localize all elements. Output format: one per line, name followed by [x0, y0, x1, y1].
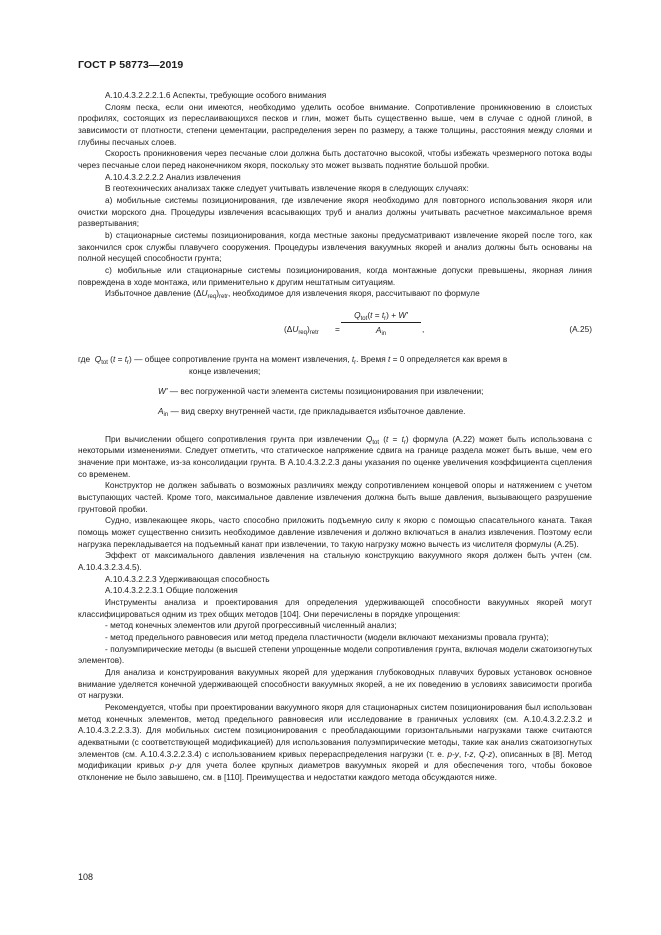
paragraph: Скорость проникновения через песчаные слои должна быть достаточно высокой, чтобы избежать чрезмерного потока воды через песчаные слои перед наконечником якоря, поскольку это может вызвать поднятие большой пробки. [78, 148, 592, 170]
paragraph: - метод конечных элементов или другой прогрессивный численный анализ; [105, 620, 397, 631]
recommend-paragraph: Рекомендуется, чтобы при проектировании вакуумного якоря для стационарных систем позиционирования был использован метод конечных элементов, метод предельного равновесия или исследование в граничных условиях (см. А.10.4.3.2.2.3.2 и А.10.4.3.2.2.3.3). Для мобильных систем позиционирования с преобладающими горизонтальными нагрузками также считаются адекватными (с соответствующей модификацией) для использования полуэмпирические методы, такие как анализ сжатоизогнутых элементов (см. А.10.4.3.2.2.3.4) с использованием кривых перераспределения нагрузки (т. е. p-y, t-z, Q-z), описанных в [8]. Метод модификации кривых p-y для учета более крупных диаметров вакуумных якорей и для обеспечения того, чтобы боковое отклонение не было завышено, см. в [110]. Преимущества и недостатки каждого метода обсуждаются ниже. [78, 701, 592, 782]
paragraph: А.10.4.3.2.2.2.2 Анализ извлечения [105, 171, 241, 182]
legend-q-tot: где $Q_{tot}$ $(t = t_r)$ — общее сопротивление грунта на момент извлечения, $t_r$. Время t = 0 определяется как время в [78, 353, 508, 366]
calc-paragraph: При вычислении общего сопротивления грунта при извлечении $Q_{tot}$ $(t = t_r)$ формула (А.22) может быть использована с некоторыми изменениями. Следует отметить, что статическое напряжение сдвига на границе раздела может быть выше, чем его значение при монтаже, из-за консолидации грунта. В А.10.4.3.2.2.3 даны указания по оценке увеличения коэффициента сцепления со временем. [78, 433, 593, 479]
formula-a25: $(\Delta U_{req})_{retr}$ = $Q_{tot}(t = t_r) + W'$ $A_{in}$ , (А.25) [284, 309, 592, 338]
document-header: ГОСТ Р 58773—2019 [78, 59, 184, 71]
page-number: 108 [78, 872, 94, 882]
legend-q-tot-cont: конце извлечения; [189, 365, 261, 376]
paragraph: В геотехнических анализах также следует учитывать извлечение якоря в следующих случаях: [105, 183, 469, 194]
paragraph: А.10.4.3.2.2.3.1 Общие положения [105, 585, 238, 596]
paragraphs-top [78, 90, 592, 288]
formula-equals: = [335, 323, 340, 334]
paragraph: Конструктор не должен забывать о возможных различиях между сопротивлением концевой опоры и натяжением с учетом выступающих частей. Кроме того, максимальное давление извлечения должна быть выше давления, вызывающего разрушение грунтовой пробки. [78, 480, 592, 514]
paragraph: А.10.4.3.2.2.2.1.6 Аспекты, требующие особого внимания [105, 90, 327, 100]
paragraph: - полуэмпирические методы (в высшей степени упрощенные модели сопротивления грунта, включая модели сжатоизогнутых элементов). [78, 643, 592, 666]
formula-number: (А.25) [569, 323, 592, 334]
formula-numerator: $Q_{tot}(t = t_r) + W'$ [341, 310, 421, 324]
paragraph: c) мобильные или стационарные системы позиционирования, когда монтажные допуски превышены, якорная линия повреждена в ходе монтажа, или применительно к другим нештатным ситуациям. [78, 264, 592, 287]
formula-fraction [341, 310, 421, 337]
legend-w: W' — вес погруженной части элемента системы позиционирования при извлечении; [158, 385, 484, 396]
legend-a-in: $A_{in}$ — вид сверху внутренней части, где прикладывается избыточное давление. [158, 405, 466, 418]
paragraph: Слоям песка, если они имеются, необходимо уделить особое внимание. Сопротивление проникновению в слоистых профилях, состоящих из переслаивающихся песков и глин, может быть существенно выше, чем в случае с одной глиной, в зависимости от плотности, степени цементации, распределения зерен по размеру, а также толщины, расстояния между слоями и глубины песчаных слоев. [78, 101, 592, 147]
paragraph: А.10.4.3.2.2.3 Удерживающая способность [105, 573, 270, 584]
formula-denominator: $A_{in}$ [375, 325, 387, 338]
paragraph: Судно, извлекающее якорь, часто способно приложить подъемную силу к якорю с помощью спасательного каната. Такая помощь может существенно снизить необходимое давление извлечения и должно включаться в анализ извлечения. Поэтому если нагрузка перекладывается на подъемный канат при извлечении, то такую нагрузку можно вычесть из числителя формулы (А.25). [78, 515, 592, 549]
paragraph: а) мобильные системы позиционирования, где извлечение якоря необходимо для повторного использования якоря или очистки морского дна. Процедуры извлечения всасывающих труб и анализ должны учитывать расчетное максимальное время развертывания; [78, 194, 592, 229]
paragraph: Для анализа и конструирования вакуумных якорей для удержания глубоководных плавучих буровых установок основное внимание уделяется конечной удерживающей способности вакуумных якорей, а не их поведению в условиях зависимости прогиба от нагрузки. [78, 666, 592, 701]
paragraph: Эффект от максимального давления извлечения на стальную конструкцию вакуумного якоря должен быть учтен (см. А.10.4.3.2.3.4.5). [78, 550, 592, 573]
page-content [78, 90, 592, 784]
paragraph: - метод предельного равновесия или метод предела пластичности (модели включают механизмы провала грунта); [105, 631, 549, 642]
formula-lhs: $(\Delta U_{req})_{retr}$ [284, 323, 319, 336]
paragraph: Инструменты анализа и проектирования для определения удерживающей способности вакуумных якорей могут классифицироваться одним из трех общих методов [104]. Они перечислены в порядке упрощения: [78, 597, 592, 619]
paragraph: b) стационарные системы позиционирования, когда местные законы предусматривают извлечение якорей после того, как закончился срок службы плавучего сооружения. Процедуры извлечения вакуумных якорей и анализ должны быть основаны на полной несущей способности грунта; [78, 229, 592, 264]
formula-legend [78, 354, 592, 434]
paragraphs-middle [78, 480, 592, 701]
pressure-intro-paragraph: Избыточное давление $(\Delta U_{req})_{retr}$, необходимое для извлечения якоря, рассчитывают по формуле [105, 288, 480, 301]
